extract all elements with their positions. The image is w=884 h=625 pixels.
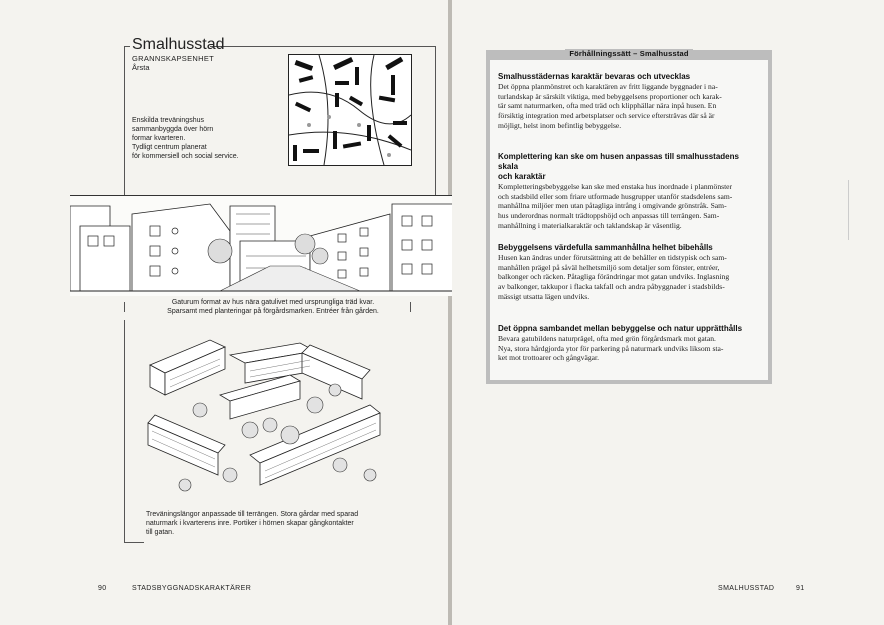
site-plan-map: [288, 54, 412, 166]
caption-rule-right: [410, 302, 411, 312]
guidelines-box-title: Förhållningssätt – Smalhusstad: [486, 49, 772, 58]
guideline-section: [498, 152, 760, 231]
iso-frame-rule: [124, 320, 125, 542]
caption-line: till gatan.: [146, 529, 175, 536]
footer-title-left: STADSBYGGNADSKARAKTÄRER: [132, 585, 252, 592]
iso-frame-rule-bottom: [124, 542, 144, 543]
description-line: Enskilda treväningshus: [132, 117, 204, 124]
page-edge-mark: [848, 180, 849, 240]
isometric-drawing: [140, 335, 390, 500]
isometric-block-illustration: [140, 335, 390, 500]
isometric-caption: [146, 510, 406, 537]
footer-title-right: SMALHUSSTAD: [718, 585, 775, 592]
page-number-left: 90: [98, 585, 107, 592]
frame-rule-right: [435, 46, 436, 211]
street-caption: [148, 298, 398, 316]
caption-rule-left: [124, 302, 125, 312]
page-title: Smalhusstad: [132, 36, 225, 53]
section-body: Husen kan ändras under förutsättning att de behåller en tidstypisk och sam- manhållen prägel på såväl helhetsmiljö som detaljer som fönster, entréer, balkonger och räcken. Påtagliga förändringar mot gatan undviks. Inglasning av balkonger, takkupor i flacka takfall och andra påbyggnader i stadsbilds- mässigt utsatta lägen undviks.: [498, 253, 730, 301]
guidelines-box: [486, 50, 772, 384]
street-view-drawing: [70, 196, 453, 296]
description-line: Tydligt centrum planerat: [132, 144, 207, 151]
frame-rule-left: [124, 46, 125, 211]
caption-line: Treväningslängor anpassade till terrängen. Stora gårdar med sparad: [146, 511, 359, 518]
section-body: Det öppna planmönstret och karaktären av fritt liggande byggnader i na- turlandskap är särskilt viktiga, med bebyggelsens proportioner och karak- tär samt naturmarken, ofta med träd och klipphällar nära inpå husen. En försiktig integration med arbetsplatser och service eftersträvas där så är möjligt, helst inom befintlig bebyggelse.: [498, 82, 722, 130]
area-name: Årsta: [132, 63, 150, 72]
section-heading: Det öppna sambandet mellan bebyggelse och natur upprätthålls: [498, 324, 743, 333]
section-heading: Komplettering kan ske om husen anpassas till smalhusstadens skala och karaktär: [498, 152, 739, 181]
guideline-section: [498, 324, 760, 363]
description-line: för kommersiell och social service.: [132, 153, 239, 160]
site-plan-drawing: [289, 55, 411, 165]
caption-line: naturmark i kvarterens inre. Portiker i hörnen skapar gångkontakter: [146, 520, 354, 527]
description-line: formar kvarteren.: [132, 135, 186, 142]
guidelines-box-inner: [490, 60, 768, 380]
header-rule: [210, 46, 435, 47]
section-heading: Bebyggelsens värdefulla sammanhållna helhet bibehålls: [498, 243, 713, 252]
section-heading: Smalhusstädernas karaktär bevaras och utvecklas: [498, 72, 691, 81]
street-view-illustration: [70, 195, 453, 296]
guideline-section: [498, 72, 760, 131]
caption-line: Gaturum format av hus nära gatulivet med ursprungliga träd kvar.: [171, 299, 375, 306]
section-body: Kompletteringsbebyggelse kan ske med enstaka hus inordnade i planmönster och stadsbild eller som friare utformade husgrupper utanför stadsdelens sam- manhållna miljöer men utan påtagliga intrång i omgivande grönstråk. Sam- hus underordnas normalt trädtoppshöjd och anpassas till terrängen. Sam- manhållning i materialkaraktär och taklandskap är väsentlig.: [498, 182, 733, 230]
page-subtitle: GRANNSKAPSENHET: [132, 54, 215, 63]
description-line: sammanbyggda över hörn: [132, 126, 214, 133]
area-description: [132, 116, 272, 161]
section-body: Bevara gatubildens naturprägel, ofta med grön förgårdsmark mot gatan. Nya, stora hårdgjorda ytor för parkering på naturmark undviks liksom sta- ket mot trottoarer och gångvägar.: [498, 334, 724, 363]
guideline-section: [498, 243, 760, 302]
page-number-right: 91: [796, 585, 805, 592]
caption-line: Sparsamt med planteringar på förgårdsmarken. Entréer från gården.: [167, 308, 379, 315]
